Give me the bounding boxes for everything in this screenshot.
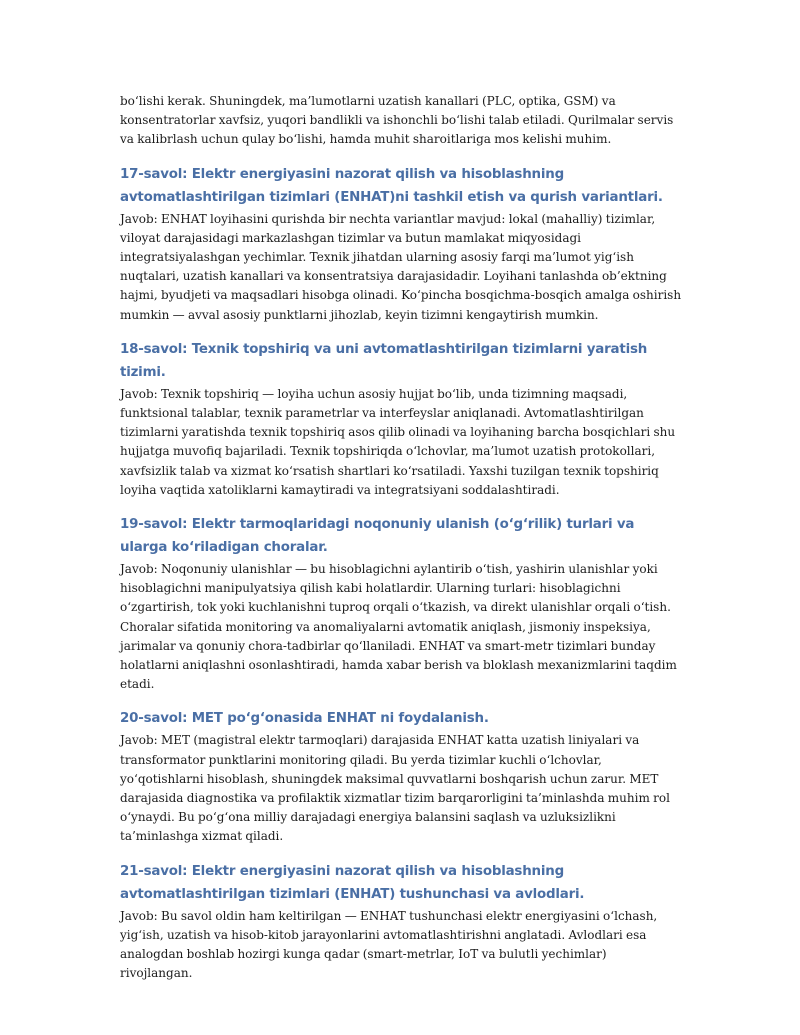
question-20-answer: Javob: MET (magistral elektr tarmoqlari) darajasida ENHAT katta uzatish liniyalari va transformator punktlarini monitoring qiladi. Bu yerda tizimlar kuchli o‘lchovlar, yo‘qotishlarni hisoblash, shuningdek maksimal quvvatlarni boshqarish uchun zarur. MET darajasida diagnostika va profilaktik xizmatlar tizim barqarorligini ta’minlashda muhim rol o‘ynaydi. Bu po‘g‘ona milliy darajadagi energiya balansini saqlash va uzluksizlikni ta’minlashga xizmat qiladi. [120, 733, 670, 844]
document-page [120, 92, 682, 984]
question-19-answer: Javob: Noqonuniy ulanishlar — bu hisoblagichni aylantirib o‘tish, yashirin ulanishlar yoki hisoblagichni manipulyatsiya qilish kabi holatlardir. Ularning turlari: hisoblagichni o‘zgartirish, tok yoki kuchlanishni tuproq orqali o‘tkazish, va direkt ulanishlar orqali o‘tish. Choralar sifatida monitoring va anomaliyalarni avtomatik aniqlash, jismoniy inspeksiya, jarimalar va qonuniy chora-tadbirlar qo‘llaniladi. ENHAT va smart-metr tizimlari bunday holatlarni aniqlashni osonlashtiradi, hamda xabar berish va bloklash mexanizmlarini taqdim etadi. [120, 562, 677, 692]
question-17-heading: 17-savol: Elektr energiyasini nazorat qilish va hisoblashning avtomatlashtirilgan tizimlari (ENHAT)ni tashkil etish va qurish variantlari. [120, 166, 663, 205]
question-19-heading: 19-savol: Elektr tarmoqlaridagi noqonuniy ulanish (o‘g‘rilik) turlari va ularga ko‘riladigan choralar. [120, 517, 635, 556]
question-20-heading: 20-savol: MET po‘g‘onasida ENHAT ni foydalanish. [120, 711, 489, 727]
question-18-heading: 18-savol: Texnik topshiriq va uni avtomatlashtirilgan tizimlarni yaratish tizimi. [120, 341, 648, 380]
question-17-answer: Javob: ENHAT loyihasini qurishda bir nechta variantlar mavjud: lokal (mahalliy) tizimlar, viloyat darajasidagi markazlashgan tizimlar va butun mamlakat miqyosidagi integratsiyalashgan yechimlar. Texnik jihatdan ularning asosiy farqi ma’lumot yig‘ish nuqtalari, uzatish kanallari va konsentratsiya darajasidadir. Loyihani tanlashda ob’ektning hajmi, byudjeti va maqsadlari hisobga olinadi. Ko‘pincha bosqichma-bosqich amalga oshirish mumkin — avval asosiy punktlarni jihozlab, keyin tizimni kengaytirish mumkin. [120, 211, 682, 322]
question-21-heading: 21-savol: Elektr energiyasini nazorat qilish va hisoblashning avtomatlashtirilgan tizimlari (ENHAT) tushunchasi va avlodlari. [120, 863, 585, 902]
question-18-answer: Javob: Texnik topshiriq — loyiha uchun asosiy hujjat bo‘lib, unda tizimning maqsadi, funktsional talablar, texnik parametrlar va interfeyslar aniqlanadi. Avtomatlashtirilgan tizimlarni yaratishda texnik topshiriq asos qilib olinadi va loyihaning barcha bosqichlari shu hujjatga muvofiq bajariladi. Texnik topshiriqda o‘lchovlar, ma’lumot uzatish protokollari, xavfsizlik talab va xizmat ko‘rsatish shartlari ko‘rsatiladi. Yaxshi tuzilgan texnik topshiriq loyiha vaqtida xatoliklarni kamaytiradi va integratsiyani soddalashtiradi. [120, 386, 676, 497]
question-21-answer: Javob: Bu savol oldin ham keltirilgan — ENHAT tushunchasi elektr energiyasini o‘lchash, yig‘ish, uzatish va hisob-kitob jarayonlarini avtomatlashtirishni anglatadi. Avlodlari esa analogdan boshlab hozirgi kunga qadar (smart-metrlar, IoT va bulutli yechimlar) rivojlangan. [120, 908, 658, 981]
intro-paragraph: bo‘lishi kerak. Shuningdek, ma’lumotlarni uzatish kanallari (PLC, optika, GSM) va konsentratorlar xavfsiz, yuqori bandlikli va ishonchli bo‘lishi talab etiladi. Qurilmalar servis va kalibrlash uchun qulay bo‘lishi, hamda muhit sharoitlariga mos kelishi muhim. [120, 94, 674, 147]
